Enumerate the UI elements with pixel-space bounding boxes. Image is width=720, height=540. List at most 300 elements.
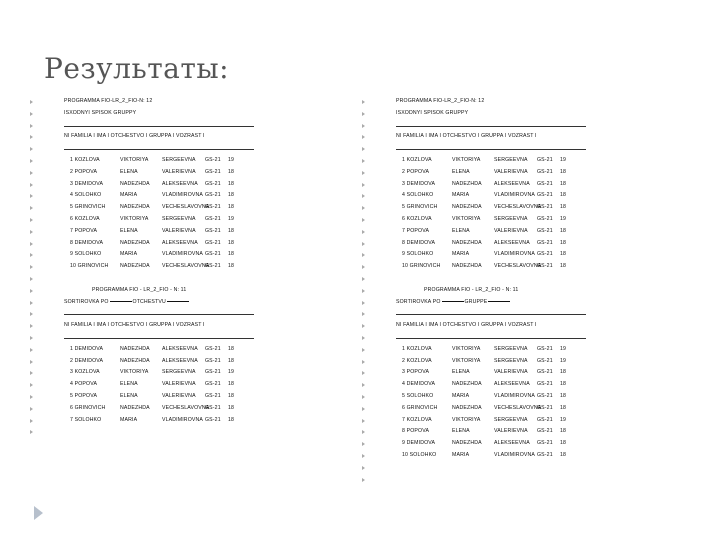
bullet-icon <box>362 430 365 434</box>
record-row <box>362 367 692 379</box>
line-text: NI FAMILIA I IMA I OTCHESTVO I GRUPPA I VOZRAST I <box>64 322 205 329</box>
record-group: GS-21 <box>537 227 553 234</box>
listing-line <box>362 462 692 474</box>
record-name: ELENA <box>120 227 138 234</box>
record-index-surname: 9 SOLOHKO <box>402 251 434 258</box>
record-group: GS-21 <box>205 215 221 222</box>
record-name: NADEZHDA <box>452 381 482 388</box>
record-patronymic: SERGEEVNA <box>494 357 528 364</box>
record-patronymic: VALERIEVNA <box>162 168 196 175</box>
record-patronymic: VECHESLAVOVNA <box>494 204 542 211</box>
record-name: MARIA <box>452 251 470 258</box>
bullet-icon <box>30 135 33 139</box>
bullet-icon <box>362 135 365 139</box>
record-row <box>30 261 360 273</box>
record-name: ELENA <box>452 168 470 175</box>
record-age: 18 <box>228 345 235 352</box>
record-group: GS-21 <box>205 345 221 352</box>
bullet-icon <box>362 407 365 411</box>
bullet-icon <box>362 277 365 281</box>
listing-line <box>362 320 692 332</box>
record-group: GS-21 <box>205 392 221 399</box>
bullet-icon <box>362 360 365 364</box>
record-patronymic: ALEKSEEVNA <box>494 440 530 447</box>
listing-line <box>30 308 360 320</box>
separator-rule <box>64 126 254 127</box>
bullet-icon <box>362 383 365 387</box>
record-patronymic: VALERIEVNA <box>162 392 196 399</box>
right-column <box>362 96 692 485</box>
record-name: NADEZHDA <box>452 263 482 270</box>
bullet-icon <box>30 277 33 281</box>
record-row <box>362 167 692 179</box>
bullet-icon <box>30 159 33 163</box>
record-patronymic: ALEKSEEVNA <box>162 357 198 364</box>
record-age: 19 <box>228 369 235 376</box>
record-row <box>362 450 692 462</box>
record-group: GS-21 <box>205 180 221 187</box>
bullet-icon <box>30 395 33 399</box>
bullet-icon <box>362 194 365 198</box>
bullet-icon <box>30 171 33 175</box>
listing-line <box>30 143 360 155</box>
record-patronymic: VALERIEVNA <box>494 227 528 234</box>
record-index-surname: 10 GRINOVICH <box>70 263 109 270</box>
record-patronymic: VALERIEVNA <box>494 168 528 175</box>
record-group: GS-21 <box>537 416 553 423</box>
record-row <box>362 214 692 226</box>
record-name: MARIA <box>120 251 138 258</box>
record-patronymic: VLADIMIROVNA <box>494 251 536 258</box>
bullet-icon <box>30 419 33 423</box>
record-age: 19 <box>560 215 567 222</box>
bullet-icon <box>362 466 365 470</box>
record-name: NADEZHDA <box>452 204 482 211</box>
left-column <box>30 96 360 438</box>
record-patronymic: VLADIMIROVNA <box>494 192 536 199</box>
sort-label: SORTIROVKA PO <box>64 298 109 305</box>
underline-bar <box>488 301 510 302</box>
record-age: 18 <box>560 392 567 399</box>
bullet-icon <box>30 100 33 104</box>
record-group: GS-21 <box>537 263 553 270</box>
record-patronymic: VECHESLAVOVNA <box>494 263 542 270</box>
record-index-surname: 1 DEMIDOVA <box>70 345 104 352</box>
record-row <box>30 226 360 238</box>
record-patronymic: SERGEEVNA <box>162 156 196 163</box>
record-row <box>30 415 360 427</box>
record-row <box>362 391 692 403</box>
record-age: 19 <box>560 416 567 423</box>
record-group: GS-21 <box>537 215 553 222</box>
bullet-icon <box>30 289 33 293</box>
record-name: VIKTORIYA <box>120 215 149 222</box>
record-name: NADEZHDA <box>120 204 150 211</box>
record-group: GS-21 <box>537 168 553 175</box>
record-age: 18 <box>228 404 235 411</box>
record-row <box>30 391 360 403</box>
bullet-icon <box>30 242 33 246</box>
listing-line <box>30 332 360 344</box>
bullet-icon <box>30 253 33 257</box>
record-name: NADEZHDA <box>452 440 482 447</box>
record-row <box>30 238 360 250</box>
record-age: 19 <box>228 156 235 163</box>
record-age: 18 <box>560 239 567 246</box>
record-patronymic: SERGEEVNA <box>494 156 528 163</box>
next-slide-arrow-icon[interactable] <box>34 506 43 520</box>
bullet-icon <box>362 301 365 305</box>
bullet-icon <box>362 371 365 375</box>
record-name: MARIA <box>452 192 470 199</box>
record-index-surname: 7 KOZLOVA <box>402 416 432 423</box>
record-index-surname: 5 POPOVA <box>70 392 98 399</box>
bullet-icon <box>30 218 33 222</box>
record-name: VIKTORIYA <box>120 156 149 163</box>
record-index-surname: 9 SOLOHKO <box>70 251 102 258</box>
record-name: NADEZHDA <box>120 357 150 364</box>
record-name: NADEZHDA <box>120 404 150 411</box>
record-patronymic: ALEKSEEVNA <box>494 381 530 388</box>
record-row <box>362 356 692 368</box>
record-row <box>30 155 360 167</box>
record-index-surname: 3 KOZLOVA <box>70 369 100 376</box>
record-group: GS-21 <box>205 416 221 423</box>
record-patronymic: ALEKSEEVNA <box>494 239 530 246</box>
record-row <box>362 415 692 427</box>
record-index-surname: 7 POPOVA <box>402 227 430 234</box>
bullet-icon <box>30 348 33 352</box>
listing-line <box>30 285 360 297</box>
bullet-icon <box>30 371 33 375</box>
bullet-icon <box>362 171 365 175</box>
record-name: VIKTORIYA <box>452 357 481 364</box>
bullet-icon <box>30 430 33 434</box>
record-index-surname: 8 DEMIDOVA <box>402 239 436 246</box>
record-age: 19 <box>560 156 567 163</box>
bullet-icon <box>362 265 365 269</box>
underline-bar <box>167 301 189 302</box>
record-age: 19 <box>560 345 567 352</box>
record-patronymic: SERGEEVNA <box>494 215 528 222</box>
record-patronymic: VLADIMIROVNA <box>162 251 204 258</box>
line-text: NI FAMILIA I IMA I OTCHESTVO I GRUPPA I VOZRAST I <box>64 133 205 140</box>
record-group: GS-21 <box>205 381 221 388</box>
record-group: GS-21 <box>537 357 553 364</box>
record-age: 18 <box>560 251 567 258</box>
record-row <box>362 403 692 415</box>
record-index-surname: 2 DEMIDOVA <box>70 357 104 364</box>
record-age: 18 <box>560 451 567 458</box>
record-patronymic: VALERIEVNA <box>494 428 528 435</box>
separator-rule <box>64 314 254 315</box>
record-age: 18 <box>228 357 235 364</box>
record-group: GS-21 <box>537 180 553 187</box>
bullet-icon <box>362 112 365 116</box>
record-index-surname: 10 SOLOHKO <box>402 451 437 458</box>
record-patronymic: VLADIMIROVNA <box>162 416 204 423</box>
record-age: 18 <box>228 251 235 258</box>
bullet-icon <box>362 147 365 151</box>
record-group: GS-21 <box>537 440 553 447</box>
bullet-icon <box>362 253 365 257</box>
record-row <box>30 249 360 261</box>
bullet-icon <box>362 206 365 210</box>
record-index-surname: 5 SOLOHKO <box>402 392 434 399</box>
record-age: 18 <box>228 168 235 175</box>
record-group: GS-21 <box>537 156 553 163</box>
record-group: GS-21 <box>537 392 553 399</box>
sort-line <box>64 297 190 309</box>
bullet-icon <box>30 147 33 151</box>
record-group: GS-21 <box>205 251 221 258</box>
bullet-icon <box>362 442 365 446</box>
record-index-surname: 3 POPOVA <box>402 369 430 376</box>
listing-line <box>30 273 360 285</box>
bullet-icon <box>362 454 365 458</box>
record-age: 18 <box>228 204 235 211</box>
listing-line <box>362 332 692 344</box>
record-row <box>30 403 360 415</box>
record-age: 18 <box>228 381 235 388</box>
record-index-surname: 6 GRINOVICH <box>402 404 438 411</box>
record-group: GS-21 <box>537 381 553 388</box>
record-index-surname: 1 KOZLOVA <box>70 156 100 163</box>
listing-line <box>362 120 692 132</box>
record-row <box>362 179 692 191</box>
record-row <box>362 155 692 167</box>
record-group: GS-21 <box>205 168 221 175</box>
record-age: 18 <box>560 227 567 234</box>
separator-rule <box>64 149 254 150</box>
listing-line <box>362 96 692 108</box>
record-group: GS-21 <box>537 192 553 199</box>
bullet-icon <box>362 348 365 352</box>
record-index-surname: 7 POPOVA <box>70 227 98 234</box>
line-text: PROGRAMMA FIO-LR_2_FIO-N: 12 <box>64 98 153 104</box>
line-text: ISXODNYI SPISOK GRUPPY <box>64 109 137 116</box>
record-row <box>362 202 692 214</box>
record-name: VIKTORIYA <box>452 215 481 222</box>
record-patronymic: VECHESLAVOVNA <box>162 404 210 411</box>
record-name: NADEZHDA <box>120 239 150 246</box>
record-index-surname: 2 POPOVA <box>70 168 98 175</box>
record-patronymic: VALERIEVNA <box>162 227 196 234</box>
bullet-icon <box>362 230 365 234</box>
record-name: VIKTORIYA <box>120 369 149 376</box>
listing-line <box>30 120 360 132</box>
record-patronymic: VECHESLAVOVNA <box>162 263 210 270</box>
program-heading: PROGRAMMA FIO - LR_2_FIO - N: 11 <box>424 286 519 293</box>
record-row <box>362 249 692 261</box>
listing-line <box>362 474 692 486</box>
bullet-icon <box>30 265 33 269</box>
bullet-icon <box>30 324 33 328</box>
record-group: GS-21 <box>537 345 553 352</box>
separator-rule <box>396 338 586 339</box>
bullet-icon <box>362 336 365 340</box>
program-heading: PROGRAMMA FIO - LR_2_FIO - N: 11 <box>92 286 187 293</box>
record-patronymic: ALEKSEEVNA <box>162 345 198 352</box>
record-index-surname: 1 KOZLOVA <box>402 156 432 163</box>
record-name: ELENA <box>452 428 470 435</box>
underline-bar <box>442 301 464 302</box>
record-age: 18 <box>228 180 235 187</box>
bullet-icon <box>30 112 33 116</box>
line-text: NI FAMILIA I IMA I OTCHESTVO I GRUPPA I VOZRAST I <box>396 133 537 140</box>
record-age: 18 <box>560 428 567 435</box>
record-patronymic: VALERIEVNA <box>494 369 528 376</box>
bullet-icon <box>30 194 33 198</box>
record-age: 18 <box>560 369 567 376</box>
record-name: MARIA <box>452 392 470 399</box>
bullet-icon <box>30 301 33 305</box>
record-group: GS-21 <box>205 357 221 364</box>
record-group: GS-21 <box>205 156 221 163</box>
line-text: PROGRAMMA FIO-LR_2_FIO-N: 12 <box>396 98 485 104</box>
record-name: MARIA <box>452 451 470 458</box>
record-index-surname: 8 DEMIDOVA <box>70 239 104 246</box>
record-index-surname: 3 DEMIDOVA <box>70 180 104 187</box>
record-name: ELENA <box>120 381 138 388</box>
record-age: 18 <box>560 404 567 411</box>
bullet-icon <box>362 478 365 482</box>
listing-line <box>362 297 692 309</box>
record-row <box>362 344 692 356</box>
listing-line <box>30 320 360 332</box>
listing-line <box>30 131 360 143</box>
record-name: ELENA <box>120 168 138 175</box>
record-name: VIKTORIYA <box>452 345 481 352</box>
record-age: 18 <box>228 416 235 423</box>
record-index-surname: 5 GRINOVICH <box>402 204 438 211</box>
listing-line <box>30 108 360 120</box>
bullet-icon <box>362 289 365 293</box>
record-group: GS-21 <box>537 204 553 211</box>
record-age: 18 <box>560 440 567 447</box>
record-row <box>362 426 692 438</box>
bullet-icon <box>30 383 33 387</box>
record-name: MARIA <box>120 192 138 199</box>
record-group: GS-21 <box>537 404 553 411</box>
record-index-surname: 2 POPOVA <box>402 168 430 175</box>
record-name: NADEZHDA <box>120 180 150 187</box>
listing-line <box>362 108 692 120</box>
record-index-surname: 6 KOZLOVA <box>70 215 100 222</box>
bullet-icon <box>30 124 33 128</box>
bullet-icon <box>362 419 365 423</box>
record-row <box>362 379 692 391</box>
bullet-icon <box>362 100 365 104</box>
record-name: VIKTORIYA <box>452 416 481 423</box>
record-patronymic: SERGEEVNA <box>494 345 528 352</box>
record-group: GS-21 <box>205 227 221 234</box>
separator-rule <box>396 314 586 315</box>
separator-rule <box>64 338 254 339</box>
listing-line <box>30 96 360 108</box>
bullet-icon <box>30 230 33 234</box>
record-row <box>30 179 360 191</box>
record-index-surname: 5 GRINOVICH <box>70 204 106 211</box>
sort-key: GRUPPE <box>464 298 488 305</box>
record-patronymic: VECHESLAVOVNA <box>162 204 210 211</box>
bullet-icon <box>362 395 365 399</box>
line-text: NI FAMILIA I IMA I OTCHESTVO I GRUPPA I VOZRAST I <box>396 322 537 329</box>
sort-key: OTCHESTVU <box>132 298 166 305</box>
record-age: 18 <box>228 192 235 199</box>
record-row <box>30 167 360 179</box>
record-row <box>362 190 692 202</box>
sort-label: SORTIROVKA PO <box>396 298 441 305</box>
record-index-surname: 6 KOZLOVA <box>402 215 432 222</box>
record-row <box>362 261 692 273</box>
record-row <box>30 356 360 368</box>
bullet-icon <box>362 124 365 128</box>
record-index-surname: 3 DEMIDOVA <box>402 180 436 187</box>
listing-line <box>362 308 692 320</box>
record-age: 18 <box>560 168 567 175</box>
record-age: 18 <box>560 263 567 270</box>
slide-title: Результаты: <box>44 52 230 85</box>
bullet-icon <box>362 324 365 328</box>
separator-rule <box>396 149 586 150</box>
record-name: NADEZHDA <box>452 239 482 246</box>
record-name: NADEZHDA <box>452 180 482 187</box>
record-group: GS-21 <box>205 239 221 246</box>
record-name: ELENA <box>452 369 470 376</box>
record-patronymic: SERGEEVNA <box>494 416 528 423</box>
bullet-icon <box>30 336 33 340</box>
record-age: 19 <box>560 357 567 364</box>
record-name: NADEZHDA <box>120 263 150 270</box>
record-age: 18 <box>228 392 235 399</box>
bullet-icon <box>362 159 365 163</box>
record-name: MARIA <box>120 416 138 423</box>
record-name: ELENA <box>452 227 470 234</box>
record-group: GS-21 <box>537 251 553 258</box>
bullet-icon <box>362 218 365 222</box>
bullet-icon <box>362 242 365 246</box>
record-group: GS-21 <box>205 263 221 270</box>
record-group: GS-21 <box>537 428 553 435</box>
record-index-surname: 9 DEMIDOVA <box>402 440 436 447</box>
listing-line <box>30 297 360 309</box>
record-age: 18 <box>228 227 235 234</box>
record-patronymic: SERGEEVNA <box>162 369 196 376</box>
record-name: VIKTORIYA <box>452 156 481 163</box>
record-index-surname: 4 SOLOHKO <box>70 192 102 199</box>
listing-line <box>362 285 692 297</box>
record-age: 18 <box>560 204 567 211</box>
record-index-surname: 6 GRINOVICH <box>70 404 106 411</box>
record-patronymic: VLADIMIROVNA <box>162 192 204 199</box>
record-group: GS-21 <box>205 404 221 411</box>
listing-line <box>362 131 692 143</box>
record-age: 18 <box>560 192 567 199</box>
bullet-icon <box>30 206 33 210</box>
bullet-icon <box>362 183 365 187</box>
record-patronymic: SERGEEVNA <box>162 215 196 222</box>
listing-line <box>362 273 692 285</box>
record-row <box>30 379 360 391</box>
record-patronymic: VALERIEVNA <box>162 381 196 388</box>
record-patronymic: VLADIMIROVNA <box>494 451 536 458</box>
record-row <box>362 438 692 450</box>
record-age: 19 <box>228 215 235 222</box>
record-age: 18 <box>560 381 567 388</box>
record-row <box>30 202 360 214</box>
record-name: NADEZHDA <box>452 404 482 411</box>
